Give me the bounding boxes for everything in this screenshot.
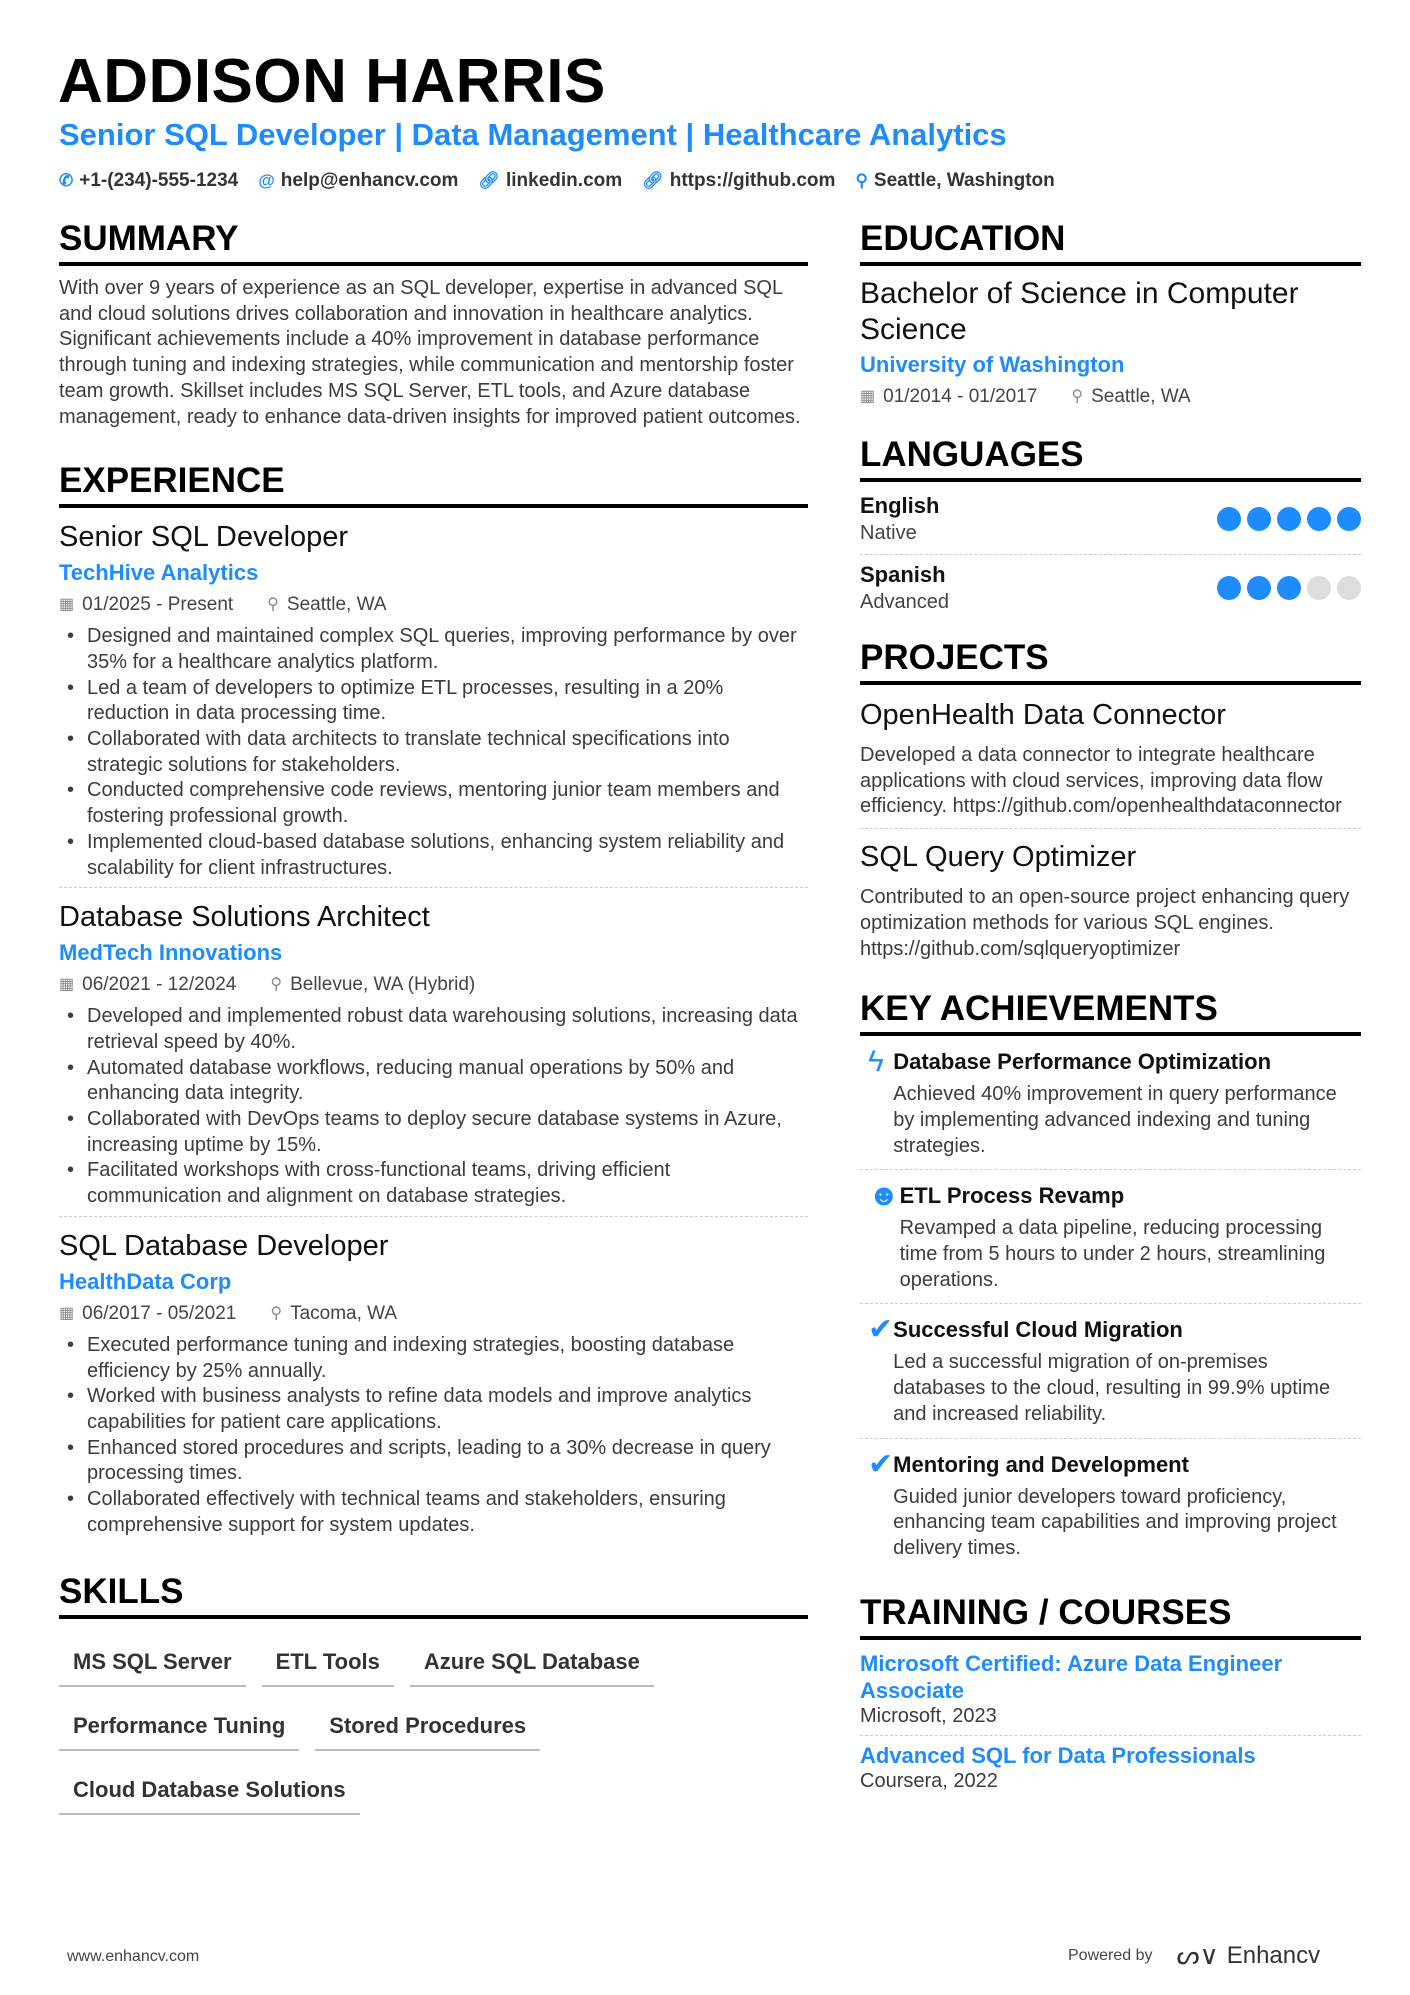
footer-site-link[interactable]: www.enhancv.com: [67, 1948, 200, 1965]
calendar-icon: ▦: [59, 596, 75, 614]
skill-tag: Azure SQL Database: [410, 1641, 654, 1687]
proficiency-dot: [1217, 507, 1241, 531]
job-dates: [59, 590, 233, 620]
bullet-item: • Worked with business analysts to refine data models and improve analytics capabilities for patient care applications.: [59, 1384, 808, 1435]
project-title: OpenHealth Data Connector: [860, 699, 1226, 731]
proficiency-dots: [1217, 507, 1361, 531]
check-icon: ✔: [868, 1313, 894, 1347]
check-icon: ✔: [868, 1447, 894, 1481]
proficiency-dot: [1307, 576, 1331, 600]
job-dates: [59, 970, 236, 1000]
location-icon: ⚲: [270, 1304, 283, 1322]
job-title: SQL Database Developer: [59, 1229, 389, 1262]
language-level: Advanced: [860, 591, 949, 613]
skill-tag: Stored Procedures: [315, 1705, 540, 1751]
achievement-title: Mentoring and Development: [893, 1451, 1189, 1477]
projects-heading: PROJECTS: [860, 637, 1361, 685]
location-text: Tacoma, WA: [290, 1302, 398, 1324]
proficiency-dot: [1217, 576, 1241, 600]
link-icon: 🔗︎: [642, 171, 664, 190]
achievement-description: Revamped a data pipeline, reducing processing time from 5 hours to under 2 hours, streamlining operations.: [899, 1217, 1326, 1291]
powered-by-label: Powered by: [1068, 1946, 1153, 1964]
achievement-list: [860, 1036, 1361, 1571]
link-icon: 🔗︎: [478, 171, 500, 190]
bullet-item: • Designed and maintained complex SQL queries, improving performance by over 35% for a healthcare analytics platform.: [59, 624, 808, 675]
contact-location: ⚲ Seattle, Washington: [855, 170, 1055, 191]
bullet-item: • Implemented cloud-based database solutions, enhancing system reliability and scalability for client infrastructures.: [59, 830, 808, 881]
job-title: Database Solutions Architect: [59, 901, 430, 934]
job-location: [270, 970, 475, 1000]
footer-branding: [1068, 1940, 1320, 1971]
school: University of Washington: [860, 352, 1125, 377]
bullet-item: • Developed and implemented robust data warehousing solutions, increasing data retrieval speed by 40%.: [59, 1004, 808, 1055]
training-title[interactable]: Microsoft Certified: Azure Data Engineer Associate: [860, 1650, 1283, 1703]
job-entry: [59, 887, 808, 1216]
summary-heading: SUMMARY: [59, 218, 808, 266]
proficiency-dots: [1217, 576, 1361, 600]
phone-icon: ✆: [59, 171, 74, 190]
location-icon: ⚲: [267, 596, 279, 614]
job-meta: [59, 590, 808, 620]
training-meta: Coursera, 2022: [860, 1770, 998, 1793]
achievement-body: [893, 1314, 1361, 1427]
language-level: Native: [860, 522, 917, 544]
languages-heading: LANGUAGES: [860, 434, 1361, 482]
achievement-entry: [860, 1303, 1361, 1437]
bullet-item: • Collaborated with DevOps teams to deploy secure database systems in Azure, increasing uptime by 15%.: [59, 1107, 808, 1158]
training-heading: TRAINING / COURSES: [860, 1592, 1361, 1640]
calendar-icon: ▦: [59, 1304, 75, 1322]
language-name: English: [860, 493, 940, 518]
training-list: [860, 1644, 1361, 1801]
achievement-description: Led a successful migration of on-premises databases to the cloud, resulting in 99.9% uptime and increased reliability.: [893, 1351, 1331, 1425]
job-entry: [59, 1216, 808, 1545]
training-entry: [860, 1735, 1361, 1801]
location-icon: ⚲: [855, 171, 868, 190]
bullet-item: • Enhanced stored procedures and scripts, leading to a 30% decrease in query processing times.: [59, 1436, 808, 1487]
proficiency-dot: [1277, 507, 1301, 531]
contact-linkedin[interactable]: 🔗︎ linkedin.com: [478, 170, 623, 191]
skill-tag: ETL Tools: [262, 1641, 394, 1687]
project-description: Developed a data connector to integrate healthcare applications with cloud services, improving data flow efficiency. https://github.com/openhealthdataconnector: [860, 744, 1342, 818]
degree: Bachelor of Science in Computer Science: [860, 277, 1299, 346]
skill-tag: Cloud Database Solutions: [59, 1769, 360, 1815]
logo-mark-icon: ᔕ∨: [1176, 1940, 1219, 1970]
summary-text: With over 9 years of experience as an SQL developer, expertise in advanced SQL and cloud solutions drives collaboration and innovation in healthcare analytics. Significant achievements include a 40% improvement in database performance through tuning and indexing strategies, while communication and mentorship foster team growth. Skillset includes MS SQL Server, ETL tools, and Azure database management, ready to enhance data-driven insights for improved patient outcomes.: [59, 277, 801, 428]
achievement-entry: [860, 1036, 1361, 1169]
achievement-title: Successful Cloud Migration: [893, 1317, 1183, 1343]
skills-heading: SKILLS: [59, 1571, 808, 1619]
achievement-body: [893, 1449, 1361, 1562]
contact-phone[interactable]: ✆ +1-(234)-555-1234: [59, 170, 239, 191]
job-dates: [59, 1299, 236, 1329]
headline: Senior SQL Developer | Data Management | Healthcare Analytics: [59, 117, 1007, 152]
project-title: SQL Query Optimizer: [860, 841, 1137, 874]
language-list: [860, 486, 1361, 623]
bullet-item: • Collaborated effectively with technical teams and stakeholders, ensuring comprehensive support for system updates.: [59, 1487, 808, 1538]
head-icon: ☻: [868, 1179, 900, 1213]
contact-bar: [59, 170, 1055, 192]
language-row: [860, 486, 1361, 554]
language-text: [860, 561, 949, 615]
skills-list: [59, 1641, 808, 1815]
dates-text: 06/2021 - 12/2024: [82, 974, 237, 996]
project-list: [860, 695, 1361, 970]
location-icon: ⚲: [270, 976, 283, 994]
education-heading: EDUCATION: [860, 218, 1361, 266]
right-column: [860, 218, 1361, 1801]
job-bullets: [59, 624, 808, 881]
achievement-body: [900, 1180, 1361, 1293]
job-location: [270, 1299, 397, 1329]
language-row: [860, 554, 1361, 623]
bullet-item: • Conducted comprehensive code reviews, mentoring junior team members and fostering professional growth.: [59, 778, 808, 829]
calendar-icon: ▦: [59, 976, 75, 994]
job-location: [267, 590, 386, 620]
bullet-item: • Collaborated with data architects to translate technical specifications into strategic solutions for stakeholders.: [59, 727, 808, 778]
project-description: Contributed to an open-source project enhancing query optimization methods for various SQL engines. https://github.com/sqlqueryoptimizer: [860, 886, 1350, 960]
training-title[interactable]: Advanced SQL for Data Professionals: [860, 1743, 1256, 1769]
achievement-entry: [860, 1169, 1361, 1303]
bullet-item: • Led a team of developers to optimize ETL processes, resulting in a 20% reduction in data processing time.: [59, 676, 808, 727]
project-entry: [860, 828, 1361, 970]
skill-tag: MS SQL Server: [59, 1641, 246, 1687]
contact-github[interactable]: 🔗︎ https://github.com: [642, 170, 836, 191]
location-text: Seattle, WA: [286, 594, 387, 616]
achievements-heading: KEY ACHIEVEMENTS: [860, 988, 1361, 1036]
proficiency-dot: [1247, 576, 1271, 600]
job-bullets: [59, 1333, 808, 1539]
training-meta: Microsoft, 2023: [860, 1704, 997, 1727]
proficiency-dot: [1307, 507, 1331, 531]
bullet-item: • Facilitated workshops with cross-functional teams, driving efficient communication and alignment on database strategies.: [59, 1158, 808, 1209]
achievement-body: [893, 1046, 1361, 1159]
training-entry: [860, 1644, 1361, 1736]
company-name: HealthData Corp: [59, 1268, 232, 1294]
enhancv-logo[interactable]: ᔕ∨ Enhancv: [1176, 1940, 1321, 1970]
location-icon: ⚲: [1071, 388, 1084, 405]
contact-email[interactable]: @ help@enhancv.com: [258, 170, 459, 191]
job-entry: [59, 518, 808, 887]
achievement-description: Achieved 40% improvement in query performance by implementing advanced indexing and tuning strategies.: [893, 1083, 1337, 1157]
job-title: Senior SQL Developer: [59, 521, 349, 554]
proficiency-dot: [1337, 576, 1361, 600]
candidate-name: ADDISON HARRIS: [58, 47, 606, 116]
bolt-icon: ϟ: [868, 1045, 884, 1079]
dates-text: 01/2025 - Present: [82, 594, 234, 616]
experience-heading: EXPERIENCE: [59, 460, 808, 508]
proficiency-dot: [1337, 507, 1361, 531]
company-name: MedTech Innovations: [59, 940, 283, 966]
job-bullets: [59, 1004, 808, 1210]
company-name: TechHive Analytics: [59, 560, 259, 586]
job-meta: [59, 970, 808, 1000]
bullet-item: • Executed performance tuning and indexing strategies, boosting database efficiency by 25% annually.: [59, 1333, 808, 1384]
job-list: [59, 518, 808, 1544]
achievement-title: ETL Process Revamp: [899, 1183, 1125, 1209]
proficiency-dot: [1277, 576, 1301, 600]
at-icon: @: [258, 171, 275, 190]
language-name: Spanish: [860, 562, 946, 587]
achievement-title: Database Performance Optimization: [893, 1049, 1272, 1075]
job-meta: [59, 1299, 808, 1329]
bullet-item: • Automated database workflows, reducing manual operations by 50% and enhancing data integrity.: [59, 1056, 808, 1107]
dates-text: 06/2017 - 05/2021: [82, 1302, 237, 1324]
location-text: Bellevue, WA (Hybrid): [290, 974, 476, 996]
achievement-entry: [860, 1438, 1361, 1572]
proficiency-dot: [1247, 507, 1271, 531]
skill-tag: Performance Tuning: [59, 1705, 299, 1751]
achievement-description: Guided junior developers toward proficiency, enhancing team capabilities and improving project delivery times.: [893, 1485, 1337, 1559]
education-meta: ▦ 01/2014 - 01/2017 ⚲ Seattle, WA: [860, 382, 1361, 412]
project-entry: [860, 695, 1361, 828]
language-text: [860, 492, 939, 546]
left-column: [59, 218, 808, 1815]
calendar-icon: ▦: [860, 388, 876, 405]
